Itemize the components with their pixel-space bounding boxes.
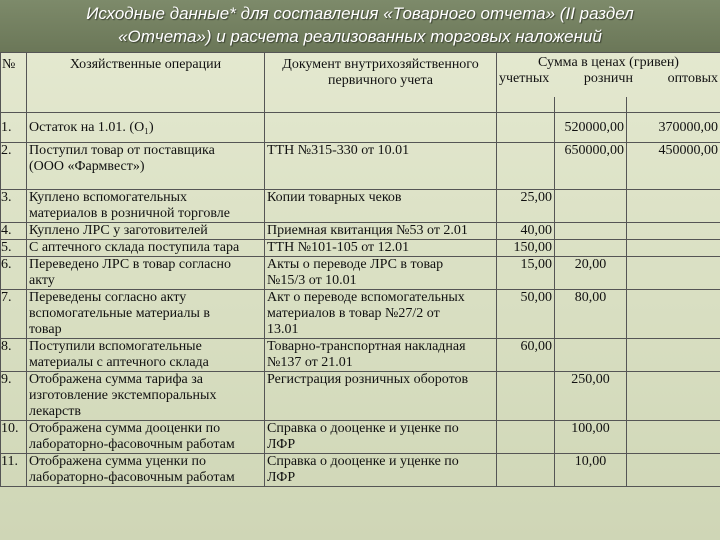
document-cell-line: №137 от 21.01 <box>267 355 353 370</box>
header-retail: розничн <box>583 71 633 86</box>
wholesale-price-cell <box>627 454 720 487</box>
table-row <box>1 190 720 223</box>
goods-report-table <box>0 52 720 487</box>
accounting-price-cell: 150,00 <box>497 240 555 257</box>
title-line-1: Исходные данные* для составления «Товарного отчета» (II раздел <box>86 4 634 23</box>
operation-cell-line: вспомогательные материалы в <box>29 306 211 321</box>
document-cell-line <box>267 404 494 420</box>
retail-price-cell: 20,00 <box>555 257 627 290</box>
operation-cell-line: изготовление экстемпоральных <box>29 388 217 403</box>
row-number: 9. <box>1 372 27 421</box>
accounting-price-cell: 40,00 <box>497 223 555 240</box>
document-cell <box>265 190 497 223</box>
operation-cell-line: Отображена сумма тарифа за <box>29 372 203 387</box>
row-number: 11. <box>1 454 27 487</box>
operation-cell <box>27 421 265 454</box>
operation-cell <box>27 454 265 487</box>
table-row <box>1 421 720 454</box>
document-cell-line: Справка о дооценке и уценке по <box>267 421 459 436</box>
table-row <box>1 454 720 487</box>
document-cell <box>265 113 497 143</box>
operation-cell-line: Поступил товар от поставщика <box>29 143 215 158</box>
table-row <box>1 143 720 190</box>
wholesale-price-cell <box>627 421 720 454</box>
document-cell <box>265 290 497 339</box>
operation-cell <box>27 339 265 372</box>
operation-cell-line: Остаток на 1.01. (О₁) <box>29 119 154 135</box>
row-number: 7. <box>1 290 27 339</box>
document-cell-line: Приемная квитанция №53 от 2.01 <box>267 223 468 238</box>
retail-price-cell <box>555 223 627 240</box>
document-cell-line: Акты о переводе ЛРС в товар <box>267 257 444 272</box>
retail-price-cell: 10,00 <box>555 454 627 487</box>
document-cell <box>265 257 497 290</box>
operation-cell-line: Отображена сумма уценки по <box>29 454 206 469</box>
document-cell-line: Товарно-транспортная накладная <box>267 339 466 354</box>
operation-cell <box>27 190 265 223</box>
document-cell-line <box>267 206 494 222</box>
accounting-price-cell: 60,00 <box>497 339 555 372</box>
operation-cell <box>27 290 265 339</box>
document-cell-line: ЛФР <box>267 470 296 485</box>
document-cell-line <box>267 120 494 136</box>
operation-cell <box>27 257 265 290</box>
accounting-price-cell: 15,00 <box>497 257 555 290</box>
operation-cell-line: (ООО «Фармвест») <box>29 159 145 174</box>
table-row <box>1 290 720 339</box>
row-number: 8. <box>1 339 27 372</box>
document-cell <box>265 372 497 421</box>
operation-cell-line: материалы с аптечного склада <box>29 355 209 370</box>
table-row <box>1 240 720 257</box>
accounting-price-cell: 50,00 <box>497 290 555 339</box>
wholesale-price-cell: 370000,00 <box>627 113 720 143</box>
operation-cell-line: Поступили вспомогательные <box>29 339 202 354</box>
operation-cell <box>27 113 265 143</box>
document-cell-line: ТТН №315-330 от 10.01 <box>267 143 410 158</box>
operation-cell-line: товар <box>29 322 62 337</box>
document-cell <box>265 240 497 257</box>
retail-price-cell <box>555 190 627 223</box>
document-cell-line: материалов в товар №27/2 от <box>267 306 440 321</box>
header-operations: Хозяйственные операции <box>27 53 265 113</box>
operation-cell-line: Отображена сумма дооценки по <box>29 421 221 436</box>
wholesale-price-cell <box>627 290 720 339</box>
header-wholesale: оптовых <box>667 71 719 86</box>
document-cell-line: Копии товарных чеков <box>267 190 402 205</box>
title-line-2: «Отчета») и расчета реализованных торговых наложений <box>118 27 602 46</box>
retail-price-cell: 250,00 <box>555 372 627 421</box>
retail-price-cell <box>555 240 627 257</box>
row-number: 1. <box>1 113 27 143</box>
table-row <box>1 257 720 290</box>
retail-price-cell: 80,00 <box>555 290 627 339</box>
row-number: 6. <box>1 257 27 290</box>
operation-cell-line: Куплено вспомогательных <box>29 190 187 205</box>
row-number: 5. <box>1 240 27 257</box>
operation-cell-line: С аптечного склада поступила тара <box>29 240 240 255</box>
accounting-price-cell <box>497 372 555 421</box>
table-row <box>1 339 720 372</box>
header-num: № <box>1 53 27 113</box>
header-accounting: учетных <box>499 71 550 86</box>
accounting-price-cell <box>497 113 555 143</box>
title-banner <box>0 0 720 52</box>
operation-cell <box>27 240 265 257</box>
page-title <box>20 2 700 48</box>
document-cell-line: ТТН №101-105 от 12.01 <box>267 240 410 255</box>
accounting-price-cell <box>497 421 555 454</box>
document-cell-line: Акт о переводе вспомогательных <box>267 290 465 305</box>
document-cell-line: №15/3 от 10.01 <box>267 273 357 288</box>
operation-cell <box>27 372 265 421</box>
accounting-price-cell <box>497 454 555 487</box>
document-cell <box>265 339 497 372</box>
wholesale-price-cell <box>627 372 720 421</box>
operation-cell-line: Куплено ЛРС у заготовителей <box>29 223 208 238</box>
wholesale-price-cell: 450000,00 <box>627 143 720 190</box>
header-row <box>1 53 720 97</box>
document-cell-line: Регистрация розничных оборотов <box>267 372 469 387</box>
document-cell <box>265 143 497 190</box>
document-cell-line <box>267 388 494 404</box>
wholesale-price-cell <box>627 339 720 372</box>
retail-price-cell <box>555 339 627 372</box>
document-cell-line: ЛФР <box>267 437 296 452</box>
operation-cell-line: лабораторно-фасовочным работам <box>29 470 235 485</box>
operation-cell-line: лабораторно-фасовочным работам <box>29 437 235 452</box>
operation-cell <box>27 223 265 240</box>
row-number: 4. <box>1 223 27 240</box>
wholesale-price-cell <box>627 257 720 290</box>
document-cell <box>265 421 497 454</box>
retail-price-cell: 650000,00 <box>555 143 627 190</box>
retail-price-cell: 520000,00 <box>555 113 627 143</box>
operation-cell <box>27 143 265 190</box>
operation-cell-line: акту <box>29 273 55 288</box>
document-cell-line: 13.01 <box>267 322 299 337</box>
document-cell-line: Справка о дооценке и уценке по <box>267 454 459 469</box>
row-number: 2. <box>1 143 27 190</box>
header-document <box>265 53 497 113</box>
operation-cell-line: материалов в розничной торговле <box>29 206 230 221</box>
accounting-price-cell: 25,00 <box>497 190 555 223</box>
document-cell-line <box>267 159 494 175</box>
operation-cell-line: лекарств <box>29 404 81 419</box>
table-row <box>1 372 720 421</box>
wholesale-price-cell <box>627 240 720 257</box>
row-number: 3. <box>1 190 27 223</box>
wholesale-price-cell <box>627 190 720 223</box>
header-sum-label: Сумма в ценах (гривен) <box>538 55 679 70</box>
wholesale-price-cell <box>627 223 720 240</box>
table-row <box>1 113 720 143</box>
header-sum <box>497 53 720 97</box>
retail-price-cell: 100,00 <box>555 421 627 454</box>
document-cell <box>265 454 497 487</box>
accounting-price-cell <box>497 143 555 190</box>
table-row <box>1 223 720 240</box>
document-cell <box>265 223 497 240</box>
header-document-line-1: Документ внутрихозяйственного <box>282 57 479 72</box>
operation-cell-line: Переведены согласно акту <box>29 290 187 305</box>
operation-cell-line: Переведено ЛРС в товар согласно <box>29 257 232 272</box>
row-number: 10. <box>1 421 27 454</box>
header-document-line-2: первичного учета <box>328 73 433 88</box>
